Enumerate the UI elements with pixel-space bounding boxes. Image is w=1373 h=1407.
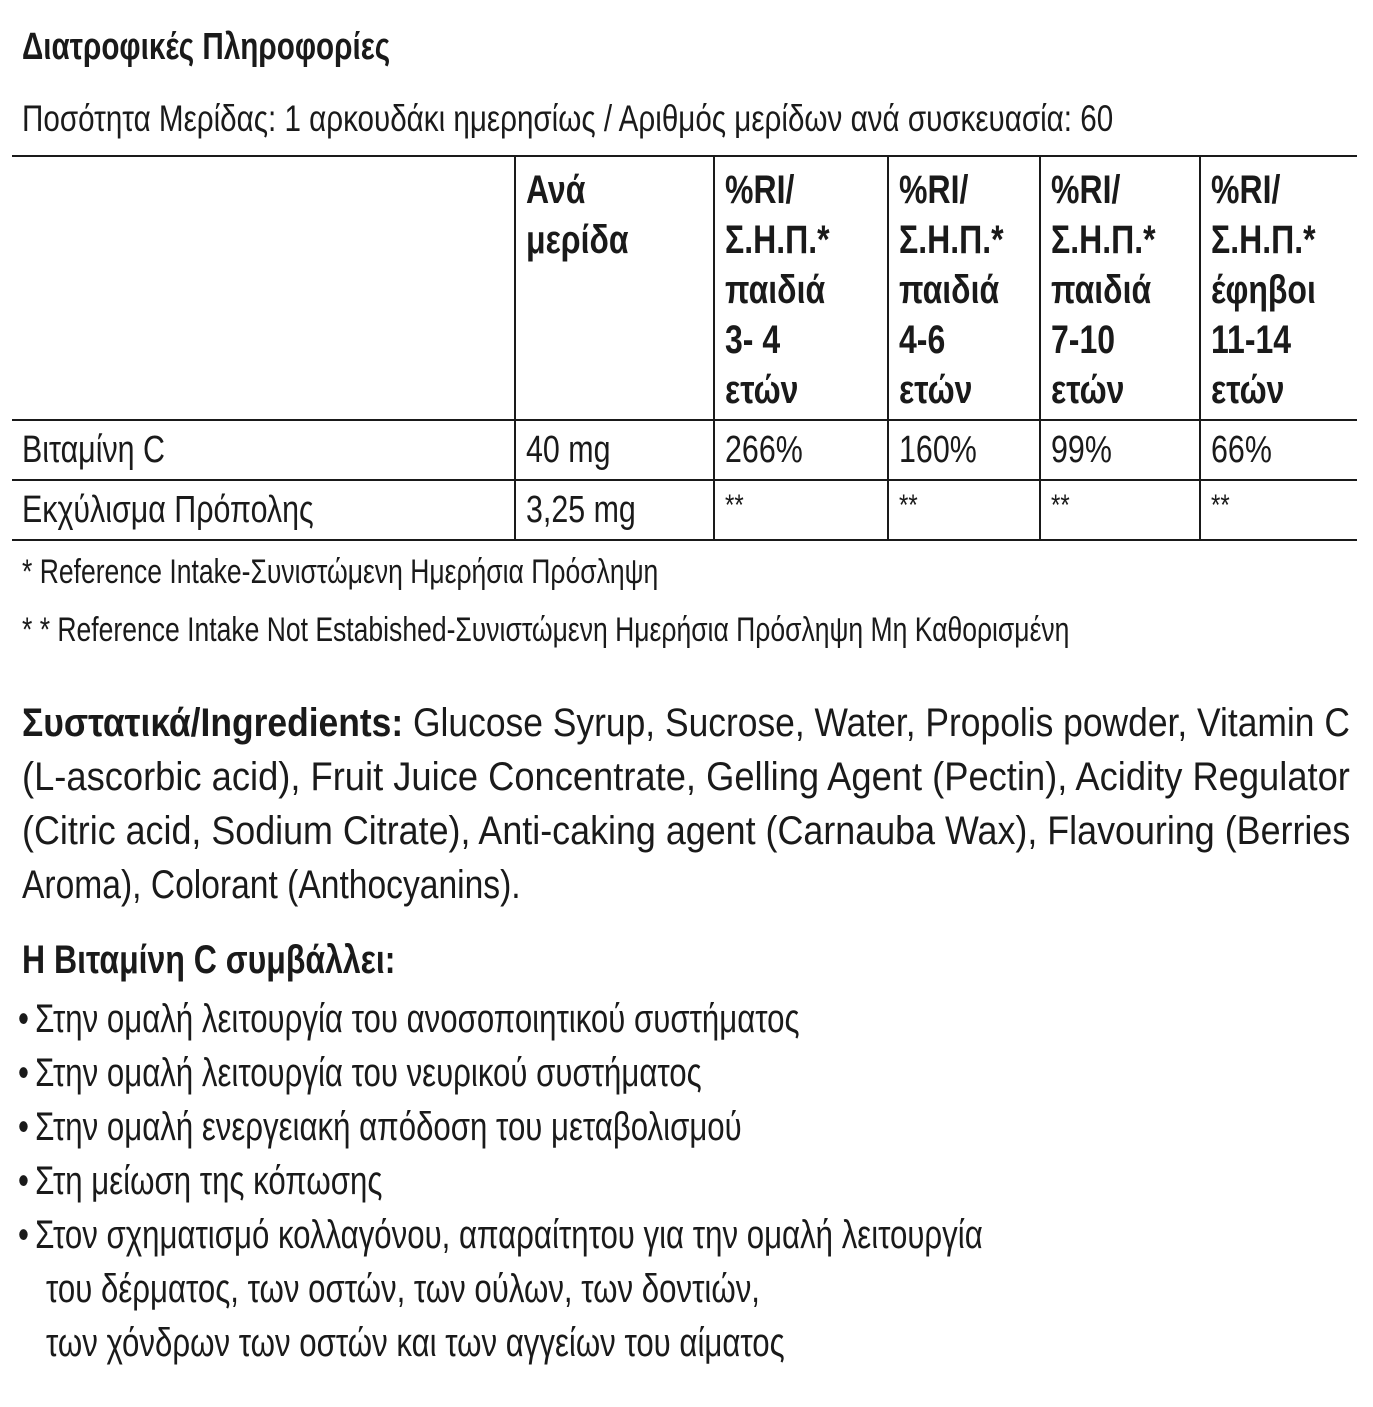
list-item: • Στη μείωση της κόπωσης xyxy=(18,1154,1255,1208)
ingredients-line: Συστατικά/Ingredients: Glucose Syrup, Sucrose, Water, Propolis powder, Vitamin C xyxy=(22,701,1350,745)
ingredients-line: Aroma), Colorant (Anthocyanins). xyxy=(22,863,521,907)
list-item: • Στην ομαλή λειτουργία του νευρικού συστήματος xyxy=(18,1046,1255,1100)
footnote-reference-intake: * Reference Intake-Συνιστώμενη Ημερήσια Πρόσληψη xyxy=(22,553,659,591)
serving-info: Ποσότητα Μερίδας: 1 αρκουδάκι ημερησίως / Αριθμός μερίδων ανά συσκευασία: 60 xyxy=(22,98,1114,139)
vitamin-c-heading: Η Βιταμίνη C συμβάλλει: xyxy=(22,938,396,982)
list-item-continuation: των χόνδρων των οστών και των αγγείων του αίματος xyxy=(46,1321,785,1365)
per-serving-value: 3,25 mg xyxy=(515,480,714,540)
page-title: Διατροφικές Πληροφορίες xyxy=(22,26,391,68)
list-item: • Στον σχηματισμό κολλαγόνου, απαραίτητου για την ομαλή λειτουργία xyxy=(18,1208,1255,1262)
table-row xyxy=(12,420,1357,480)
footnote-not-established: * * Reference Intake Not Estabished-Συνιστώμενη Ημερήσια Πρόσληψη Μη Καθορισμένη xyxy=(22,611,1070,649)
ingredients-paragraph xyxy=(22,696,1350,912)
nutrition-table xyxy=(12,155,1357,541)
list-item-continuation: του δέρματος, των οστών, των ούλων, των δοντιών, xyxy=(46,1267,760,1311)
bullet-icon: • xyxy=(18,1213,29,1257)
table-row xyxy=(12,480,1357,540)
table-header-row xyxy=(12,156,1357,420)
ri-7-10-value: 99% xyxy=(1040,420,1200,480)
ri-7-10-value: ** xyxy=(1040,480,1200,540)
header-empty xyxy=(12,156,515,420)
bullet-icon: • xyxy=(18,1051,29,1095)
ingredients-label: Συστατικά/Ingredients: xyxy=(22,701,404,745)
bullet-icon: • xyxy=(18,1159,29,1203)
header-per-serving: Ανά μερίδα xyxy=(515,156,714,420)
benefits-list xyxy=(18,992,1255,1370)
list-item: • Στην ομαλή ενεργειακή απόδοση του μεταβολισμού xyxy=(18,1100,1255,1154)
bullet-icon: • xyxy=(18,997,29,1041)
ri-11-14-value: 66% xyxy=(1200,420,1357,480)
bullet-icon: • xyxy=(18,1105,29,1149)
nutrient-name: Εκχύλισμα Πρόπολης xyxy=(12,480,515,540)
header-ri-7-10: %RI/ Σ.Η.Π.* παιδιά 7-10 ετών xyxy=(1040,156,1200,420)
ingredients-line: (Citric acid, Sodium Citrate), Anti-caking agent (Carnauba Wax), Flavouring (Berries xyxy=(22,809,1351,853)
ri-3-4-value: ** xyxy=(714,480,888,540)
ri-11-14-value: ** xyxy=(1200,480,1357,540)
list-item: • Στην ομαλή λειτουργία του ανοσοποιητικού συστήματος xyxy=(18,992,1255,1046)
ri-4-6-value: ** xyxy=(888,480,1040,540)
ingredients-line: (L-ascorbic acid), Fruit Juice Concentrate, Gelling Agent (Pectin), Acidity Regulator xyxy=(22,755,1350,799)
header-ri-11-14: %RI/ Σ.Η.Π.* έφηβοι 11-14 ετών xyxy=(1200,156,1357,420)
ri-3-4-value: 266% xyxy=(714,420,888,480)
nutrient-name: Βιταμίνη C xyxy=(12,420,515,480)
ri-4-6-value: 160% xyxy=(888,420,1040,480)
header-ri-4-6: %RI/ Σ.Η.Π.* παιδιά 4-6 ετών xyxy=(888,156,1040,420)
per-serving-value: 40 mg xyxy=(515,420,714,480)
header-ri-3-4: %RI/ Σ.Η.Π.* παιδιά 3- 4 ετών xyxy=(714,156,888,420)
